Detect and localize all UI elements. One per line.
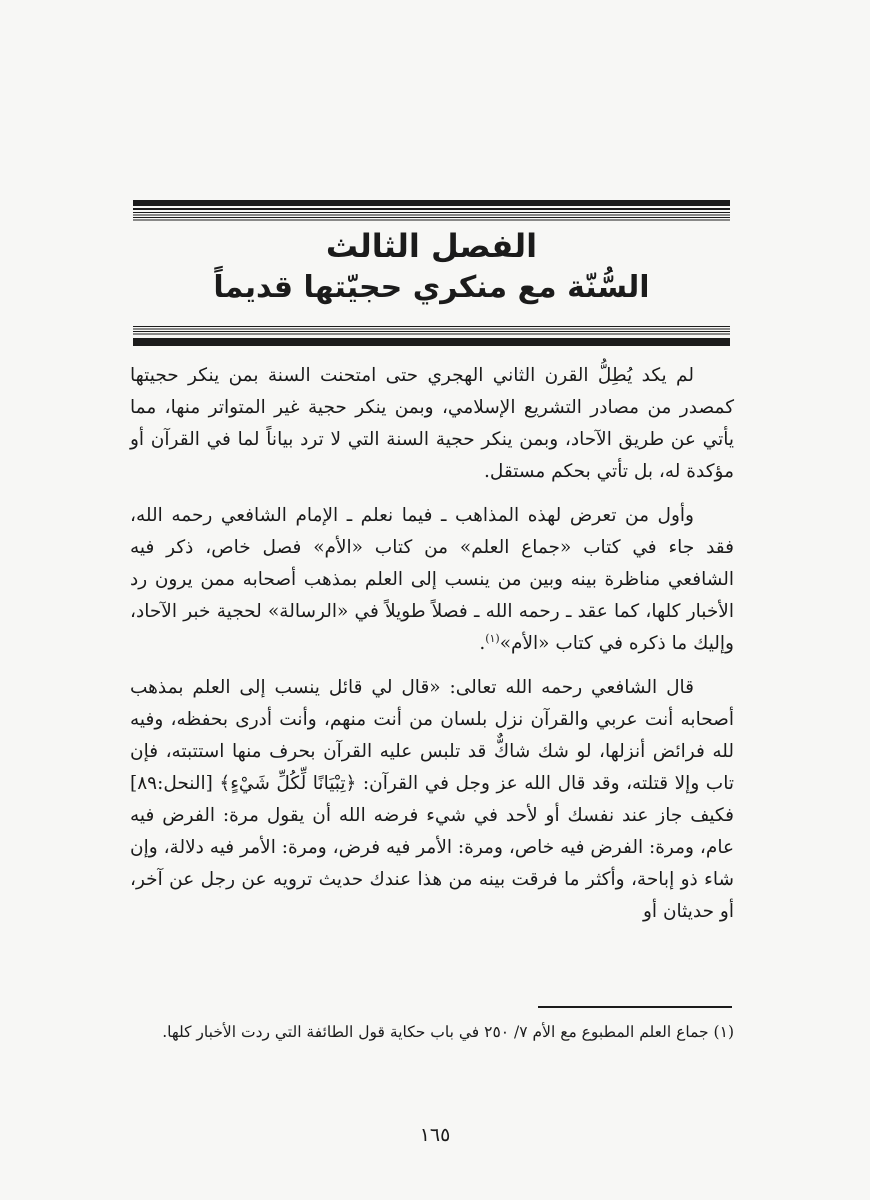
thick-rule [133, 340, 730, 346]
footnote-reference[interactable]: (١) [485, 631, 500, 645]
paragraph-2-text: وأول من تعرض لهذه المذاهب ـ فيما نعلم ـ الإمام الشافعي رحمه الله، فقد جاء في كتاب «جماع العلم» من كتاب «الأم» فصل خاص، ذكر فيه الشافعي مناظرة بينه وبين من ينسب إلى العلم بمذهب أصحابه ممن يرون رد الأخبار كلها، كما عقد ـ رحمه الله ـ فصلاً طويلاً في «الرسالة» لحجية خبر الآحاد، وإليك ما ذكره في كتاب «الأم» [130, 505, 734, 654]
paragraph-3: قال الشافعي رحمه الله تعالى: «قال لي قائل ينسب إلى العلم بمذهب أصحابه أنت عربي والقرآن نزل بلسان من أنت منهم، وأنت أدرى بحفظه، وفيه لله فرائض أنزلها، لو شك شاكٌّ قد تلبس عليه القرآن بحرف منها استتبته، فإن تاب وإلا قتلته، وقد قال الله عز وجل في القرآن: ﴿تِبْيَانًا لِّكُلِّ شَيْءٍ﴾ [النحل:٨٩] فكيف جاز عند نفسك أو لأحد في شيء فرضه الله أن يقول مرة: الفرض فيه عام، ومرة: الفرض فيه خاص، ومرة: الأمر فيه فرض، ومرة: الأمر فيه دلالة، وإن شاء ذو إباحة، وأكثر ما فرقت بينه من هذا عندك حديث ترويه عن رجل عن آخر، أو حديثان أو [130, 677, 734, 922]
chapter-title: الفصل الثالث [325, 227, 538, 265]
hatched-rule [133, 326, 730, 336]
hatched-rule [133, 212, 730, 222]
page-number: ١٦٥ [419, 1124, 451, 1146]
header-bottom-rule [133, 324, 730, 346]
chapter-subtitle: السُّنّة مع منكري حجيّتها قديماً [213, 270, 650, 305]
paragraph-1: لم يكد يُطِلُّ القرن الثاني الهجري حتى امتحنت السنة بمن ينكر حجيتها كمصدر من مصادر التشريع الإسلامي، وبمن ينكر حجية غير المتواتر منها، مما يأتي عن طريق الآحاد، وبمن ينكر حجية السنة التي لا ترد بياناً لما في القرآن أو مؤكدة له، بل تأتي بحكم مستقل. [130, 365, 734, 482]
body-text [130, 360, 734, 940]
paragraph-2: وأول من تعرض لهذه المذاهب ـ فيما نعلم ـ الإمام الشافعي رحمه الله، فقد جاء في كتاب «جماع العلم» من كتاب «الأم» فصل خاص، ذكر فيه الشافعي مناظرة بينه وبين من ينسب إلى العلم بمذهب أصحابه ممن يرون رد الأخبار كلها، كما عقد ـ رحمه الله ـ فصلاً طويلاً في «الرسالة» لحجية خبر الآحاد، وإليك ما ذكره في كتاب «الأم»$^{(١)}$. [130, 505, 734, 654]
thin-rule [133, 208, 730, 210]
footnote-separator [538, 1006, 732, 1008]
thick-rule [133, 200, 730, 206]
footnote: (١) جماع العلم المطبوع مع الأم ٧/ ٢٥٠ في باب حكاية قول الطائفة التي ردت الأخبار كلها. [162, 1023, 734, 1041]
header-top-rule [133, 200, 730, 222]
